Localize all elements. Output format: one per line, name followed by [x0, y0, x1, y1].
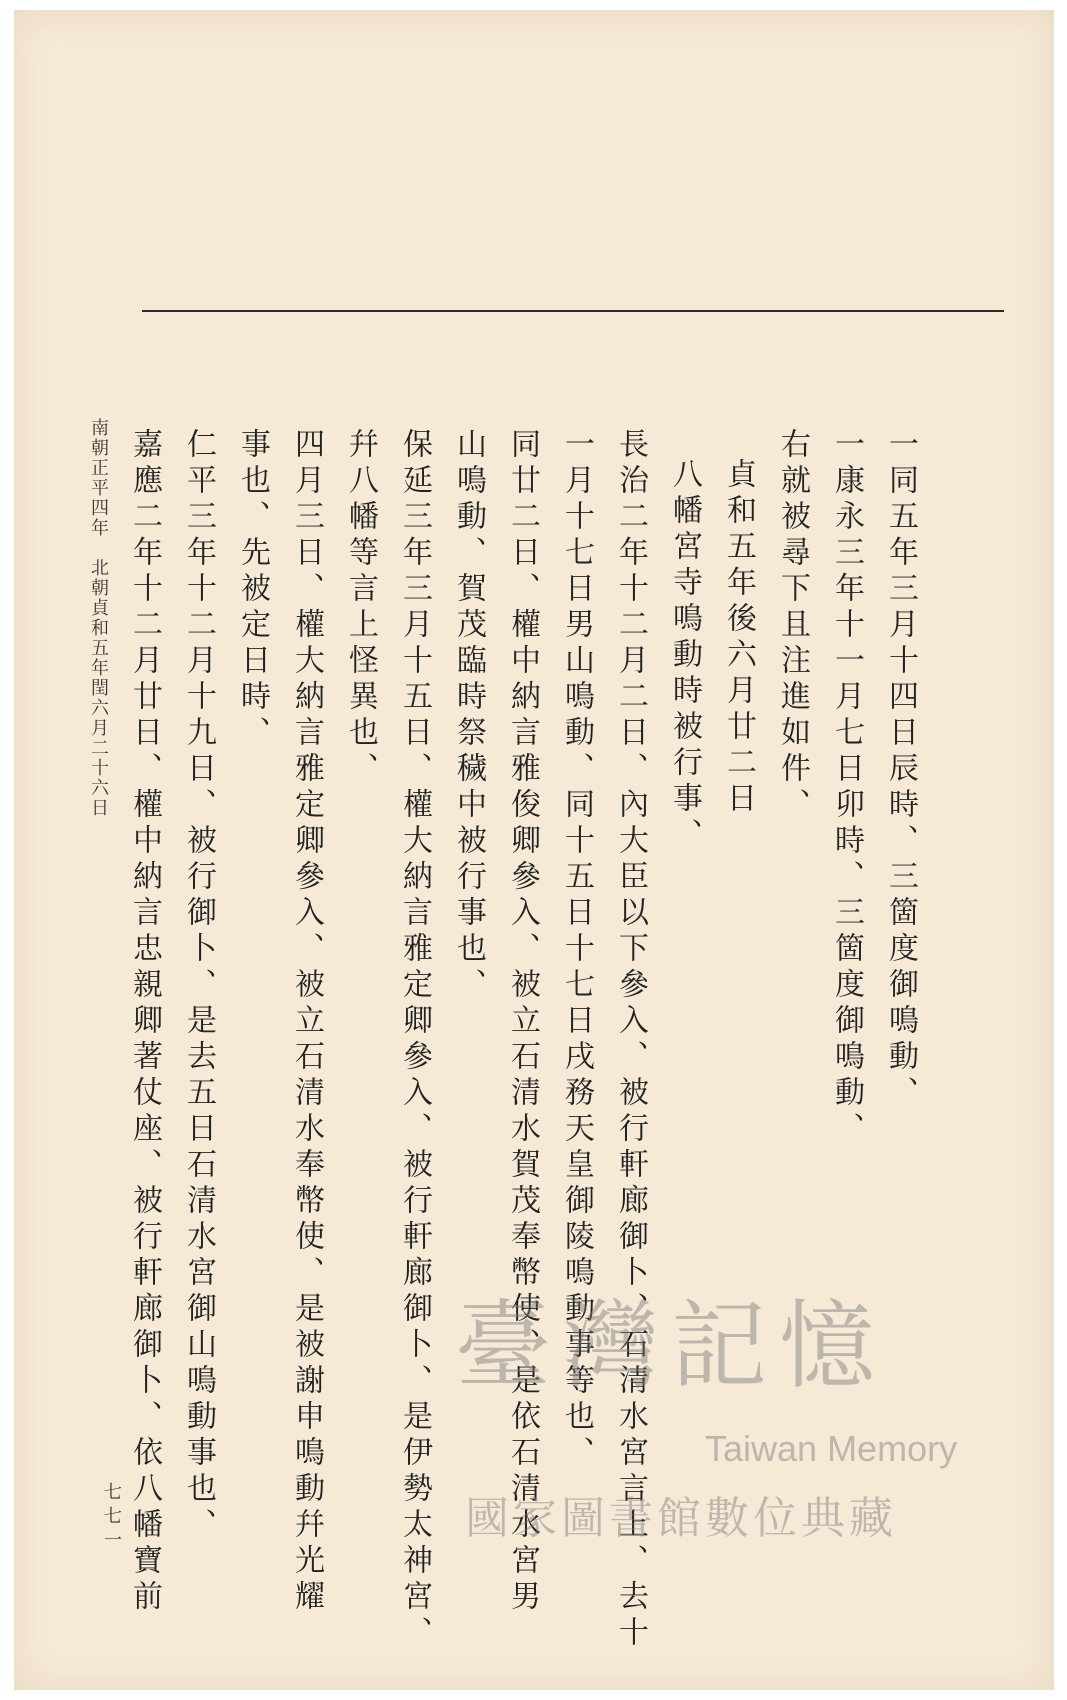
text-column-13: 事也、先被定日時、	[235, 428, 270, 752]
text-column-1: 一同五年三月十四日辰時、三箇度御鳴動、	[883, 428, 918, 1112]
watermark-title: 臺灣記憶	[455, 1290, 887, 1402]
text-column-10: 保延三年三月十五日、權大納言雅定卿參入、被行軒廊御卜、是伊勢太神宮、	[397, 428, 432, 1652]
text-column-15: 嘉應二年十二月廿日、權中納言忠親卿著仗座、被行軒廊御卜、依八幡寶前	[127, 428, 162, 1616]
text-column-9: 山鳴動、賀茂臨時祭穢中被行事也、	[451, 428, 486, 1004]
text-column-12: 四月三日、權大納言雅定卿參入、被立石清水奉幣使、是被謝申鳴動幷光耀	[289, 428, 324, 1616]
watermark	[455, 1270, 1015, 1560]
page-number: 七七一	[101, 1482, 122, 1554]
text-column-4: 貞和五年後六月廿二日	[721, 458, 756, 818]
watermark-library: 國家圖書館數位典藏	[465, 1493, 897, 1544]
footer-date: 南朝正平四年 北朝貞和五年閏六月二十六日	[88, 418, 109, 818]
text-column-7: 一月十七日男山鳴動、同十五日十七日戌務天皇御陵鳴動事等也、	[559, 428, 594, 1472]
text-column-6: 長治二年十二月二日、內大臣以下參入、被行軒廊御卜、石清水宮言上、去十	[613, 428, 648, 1652]
text-column-11: 幷八幡等言上怪異也、	[343, 428, 378, 788]
text-column-5: 八幡宮寺鳴動時被行事、	[667, 458, 702, 854]
watermark-subtitle: Taiwan Memory	[705, 1428, 958, 1469]
text-column-2: 一康永三年十一月七日卯時、三箇度御鳴動、	[829, 428, 864, 1148]
horizontal-rule	[142, 310, 1004, 312]
text-column-3: 右就被尋下且注進如件、	[775, 428, 810, 824]
text-column-8: 同廿二日、權中納言雅俊卿參入、被立石清水賀茂奉幣使、是依石清水宮男	[505, 428, 540, 1616]
text-column-14: 仁平三年十二月十九日、被行御卜、是去五日石清水宮御山鳴動事也、	[181, 428, 216, 1544]
